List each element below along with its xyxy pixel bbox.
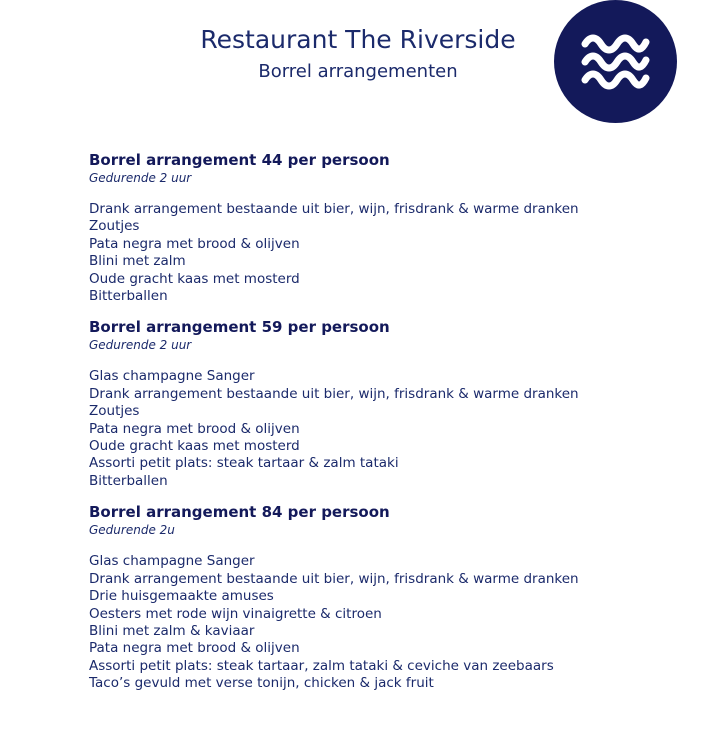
page-title: Restaurant The Riverside [200, 25, 516, 54]
list-item: Zoutjes [89, 403, 140, 420]
list-item: Drank arrangement bestaande uit bier, wijn, frisdrank & warme dranken [89, 201, 579, 217]
section-duration: Gedurende 2 uur [89, 338, 192, 353]
page-subtitle: Borrel arrangementen [258, 61, 458, 82]
list-item: Pata negra met brood & olijven [89, 235, 300, 252]
list-item: Blini met zalm & kaviaar [89, 622, 255, 639]
list-item: Glas champagne Sanger [89, 368, 255, 385]
section-title: Borrel arrangement 84 per persoon [89, 503, 390, 522]
page-header [0, 0, 722, 140]
arrangement-section [89, 502, 689, 692]
section-title: Borrel arrangement 44 per persoon [89, 151, 390, 169]
item-list [89, 201, 689, 305]
list-item: Oude gracht kaas met mosterd [89, 438, 300, 455]
list-item: Oude gracht kaas met mosterd [89, 270, 300, 287]
section-title: Borrel arrangement 59 per persoon [89, 318, 390, 337]
list-item: Drank arrangement bestaande uit bier, wijn, frisdrank & warme dranken [89, 570, 579, 587]
menu-content [89, 150, 689, 705]
list-item: Assorti petit plats: steak tartaar & zalm tataki [89, 455, 399, 472]
item-list [89, 368, 689, 490]
section-duration: Gedurende 2u [89, 523, 175, 538]
restaurant-logo [554, 0, 677, 123]
list-item: Oesters met rode wijn vinaigrette & citroen [89, 605, 382, 622]
list-item: Taco’s gevuld met verse tonijn, chicken & jack fruit [89, 675, 434, 692]
list-item: Bitterballen [89, 472, 168, 489]
arrangement-section [89, 317, 689, 490]
waves-icon [554, 0, 677, 123]
list-item: Bitterballen [89, 288, 168, 305]
list-item: Zoutjes [89, 218, 140, 235]
list-item: Pata negra met brood & olijven [89, 640, 300, 657]
list-item: Assorti petit plats: steak tartaar, zalm tataki & ceviche van zeebaars [89, 657, 554, 674]
section-duration: Gedurende 2 uur [89, 171, 192, 185]
list-item: Drie huisgemaakte amuses [89, 588, 274, 605]
list-item: Pata negra met brood & olijven [89, 420, 300, 437]
list-item: Drank arrangement bestaande uit bier, wijn, frisdrank & warme dranken [89, 385, 579, 402]
list-item: Glas champagne Sanger [89, 553, 255, 570]
arrangement-section [89, 150, 689, 305]
item-list [89, 553, 689, 692]
list-item: Blini met zalm [89, 253, 186, 270]
